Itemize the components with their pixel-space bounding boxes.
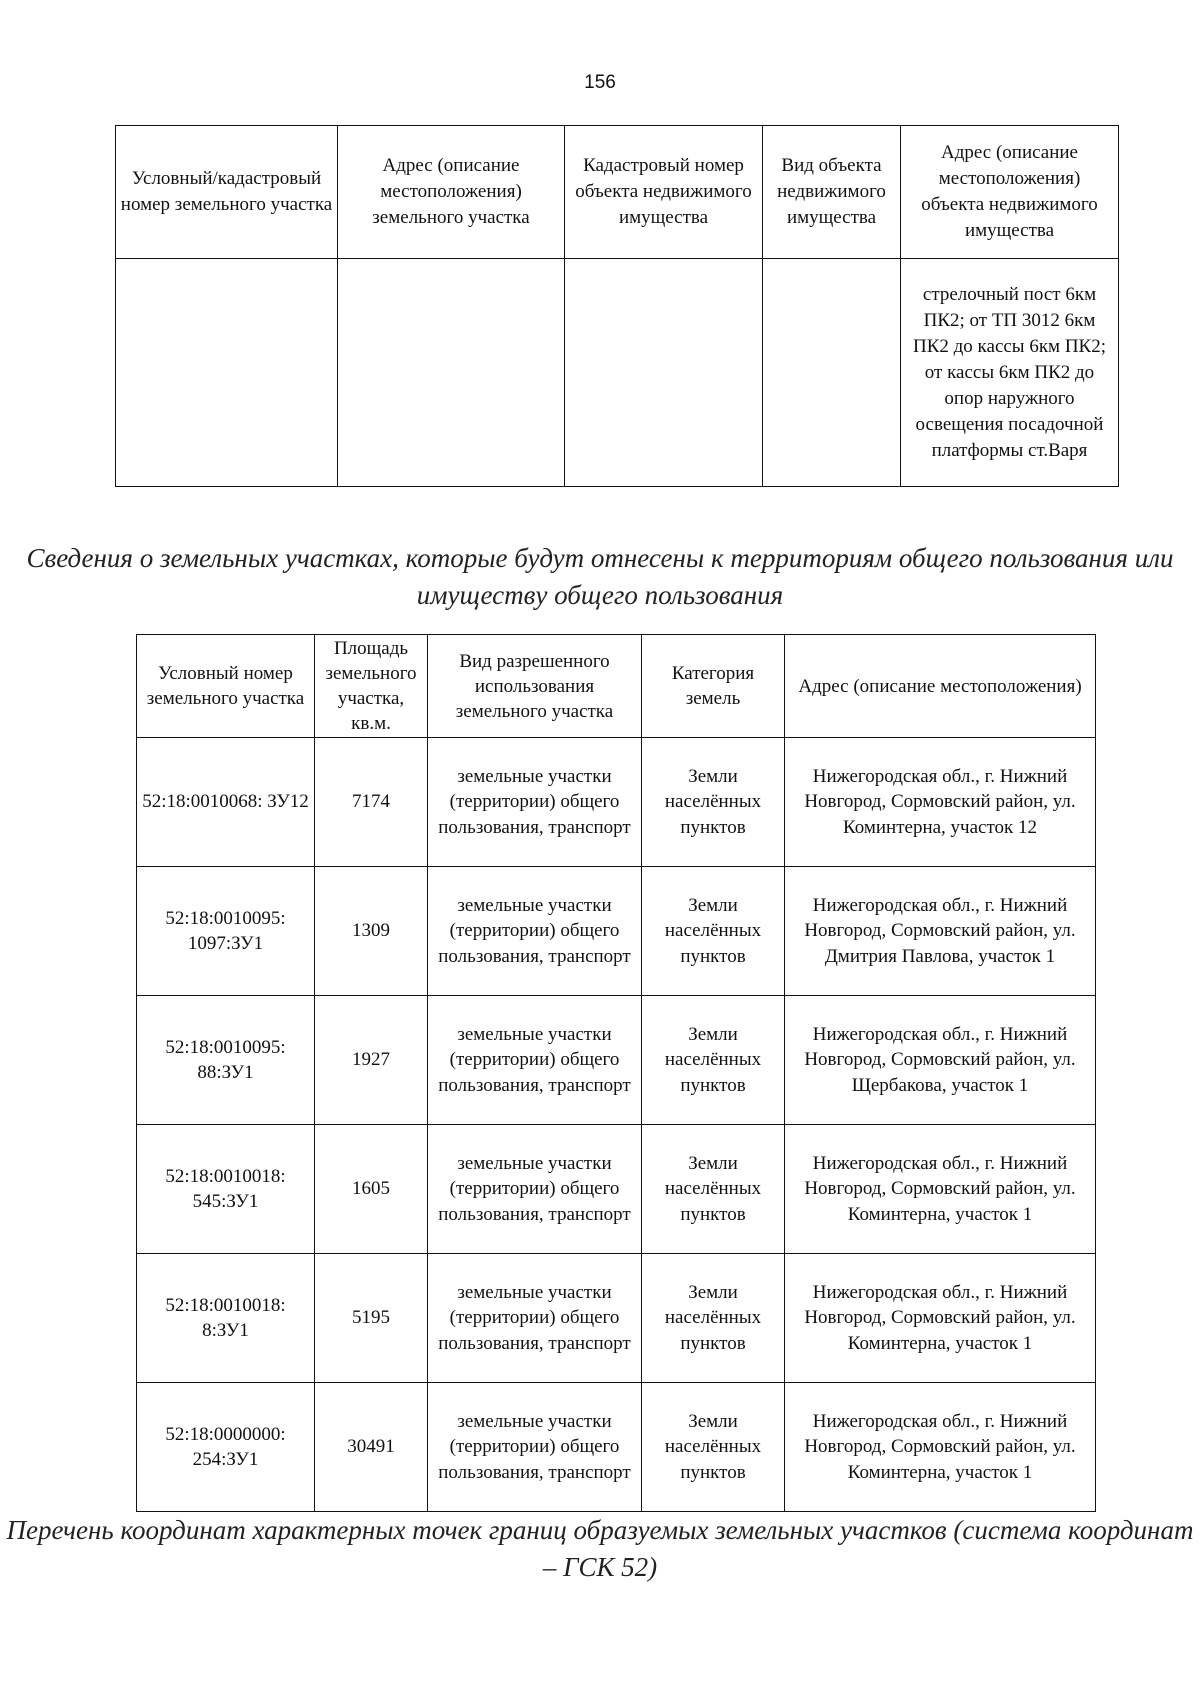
section-heading-coordinates: Перечень координат характерных точек границ образуемых земельных участков (система координат – ГСК 52) (6, 1515, 1194, 1582)
header-cell: Кадастровый номер объекта недвижимого имущества (565, 126, 763, 259)
table-cell: земельные участки (территории) общего пользования, транспорт (428, 996, 642, 1125)
table-row (137, 996, 1096, 1125)
table-cell: 1309 (315, 867, 428, 996)
header-cell: Категория земель (642, 635, 785, 738)
table-cell: 7174 (315, 738, 428, 867)
table-cell: 5195 (315, 1254, 428, 1383)
table-row (137, 1125, 1096, 1254)
table-cell: стрелочный пост 6км ПК2; от ТП 3012 6км ПК2 до кассы 6км ПК2; от кассы 6км ПК2 до опор наружного освещения посадочной платформы ст.Варя (901, 259, 1119, 487)
header-cell: Условный номер земельного участка (137, 635, 315, 738)
public-land-plots-table (136, 634, 1096, 1512)
header-cell: Вид объекта недвижимого имущества (763, 126, 901, 259)
table-cell: Нижегородская обл., г. Нижний Новгород, Сормовский район, ул. Коминтерна, участок 1 (785, 1125, 1096, 1254)
table-cell: Нижегородская обл., г. Нижний Новгород, Сормовский район, ул. Коминтерна, участок 1 (785, 1254, 1096, 1383)
table-cell (338, 259, 565, 487)
table-row (137, 1254, 1096, 1383)
table-cell: Нижегородская обл., г. Нижний Новгород, Сормовский район, ул. Дмитрия Павлова, участок 1 (785, 867, 1096, 996)
table-cell: земельные участки (территории) общего пользования, транспорт (428, 867, 642, 996)
table-cell: 30491 (315, 1383, 428, 1512)
table-cell: Нижегородская обл., г. Нижний Новгород, Сормовский район, ул. Коминтерна, участок 12 (785, 738, 1096, 867)
table-cell (763, 259, 901, 487)
table-row (137, 867, 1096, 996)
table-cell: 52:18:0000000: 254:ЗУ1 (137, 1383, 315, 1512)
table-cell: 52:18:0010095: 1097:ЗУ1 (137, 867, 315, 996)
table-cell: 52:18:0010068: ЗУ12 (137, 738, 315, 867)
header-cell: Условный/кадастровый номер земельного участка (116, 126, 338, 259)
page-number: 156 (584, 72, 616, 93)
table-cell: Земли населённых пунктов (642, 867, 785, 996)
table-cell (565, 259, 763, 487)
table-header-row (116, 126, 1119, 259)
table-cell: 52:18:0010095: 88:ЗУ1 (137, 996, 315, 1125)
table-cell: Нижегородская обл., г. Нижний Новгород, Сормовский район, ул. Коминтерна, участок 1 (785, 1383, 1096, 1512)
table-cell: 52:18:0010018: 545:ЗУ1 (137, 1125, 315, 1254)
table-row (137, 738, 1096, 867)
table-cell (116, 259, 338, 487)
header-cell: Адрес (описание местоположения) объекта недвижимого имущества (901, 126, 1119, 259)
table-cell: 52:18:0010018: 8:ЗУ1 (137, 1254, 315, 1383)
table-cell: Земли населённых пунктов (642, 1383, 785, 1512)
table-row (137, 1383, 1096, 1512)
header-cell: Адрес (описание местоположения) земельного участка (338, 126, 565, 259)
table-row (116, 259, 1119, 487)
table-cell: Земли населённых пунктов (642, 1125, 785, 1254)
header-cell: Вид разрешенного использования земельного участка (428, 635, 642, 738)
table-cell: земельные участки (территории) общего пользования, транспорт (428, 1254, 642, 1383)
table-cell: земельные участки (территории) общего пользования, транспорт (428, 1383, 642, 1512)
table-cell: 1927 (315, 996, 428, 1125)
property-objects-table (115, 125, 1119, 487)
header-cell: Адрес (описание местоположения) (785, 635, 1096, 738)
table-cell: Земли населённых пунктов (642, 996, 785, 1125)
table-cell: Нижегородская обл., г. Нижний Новгород, Сормовский район, ул. Щербакова, участок 1 (785, 996, 1096, 1125)
table-cell: Земли населённых пунктов (642, 738, 785, 867)
table-cell: 1605 (315, 1125, 428, 1254)
table-cell: земельные участки (территории) общего пользования, транспорт (428, 738, 642, 867)
table-cell: Земли населённых пунктов (642, 1254, 785, 1383)
table-cell: земельные участки (территории) общего пользования, транспорт (428, 1125, 642, 1254)
table-header-row (137, 635, 1096, 738)
section-heading-public-land: Сведения о земельных участках, которые будут отнесены к территориям общего пользования или имуществу общего пользования (26, 543, 1174, 610)
header-cell: Площадь земельного участка, кв.м. (315, 635, 428, 738)
